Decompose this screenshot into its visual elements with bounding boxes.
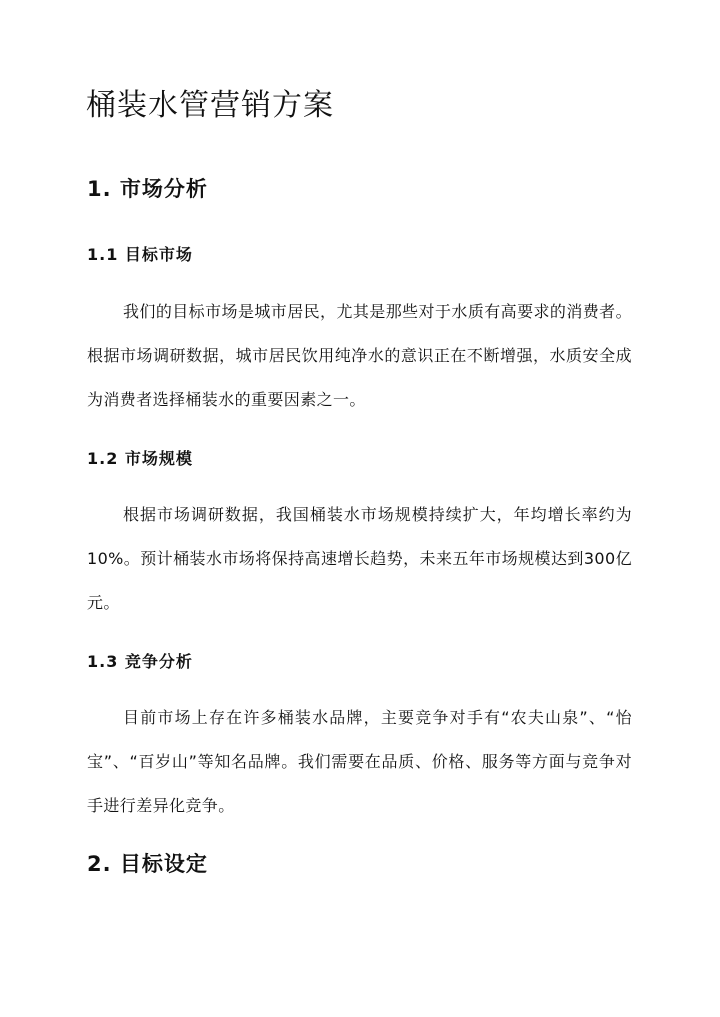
subsection-heading-competition: 1.3 竞争分析 (87, 652, 193, 671)
section-heading-goal-setting: 2. 目标设定 (87, 852, 208, 876)
paragraph-market-size: 根据市场调研数据，我国桶装水市场规模持续扩大，年均增长率约为10%。预计桶装水市场将保持高速增长趋势，未来五年市场规模达到300亿元。 (87, 505, 632, 612)
paragraph-competition: 目前市场上存在许多桶装水品牌，主要竞争对手有“农夫山泉”、“怡宝”、“百岁山”等知名品牌。我们需要在品质、价格、服务等方面与竞争对手进行差异化竞争。 (87, 708, 632, 815)
section-heading-market-analysis: 1. 市场分析 (87, 177, 208, 201)
paragraph-target-market: 我们的目标市场是城市居民，尤其是那些对于水质有高要求的消费者。根据市场调研数据，城市居民饮用纯净水的意识正在不断增强，水质安全成为消费者选择桶装水的重要因素之一。 (87, 302, 632, 409)
document-title: 桶装水管营销方案 (86, 88, 334, 123)
subsection-heading-market-size: 1.2 市场规模 (87, 449, 193, 468)
subsection-heading-target-market: 1.1 目标市场 (87, 245, 193, 264)
